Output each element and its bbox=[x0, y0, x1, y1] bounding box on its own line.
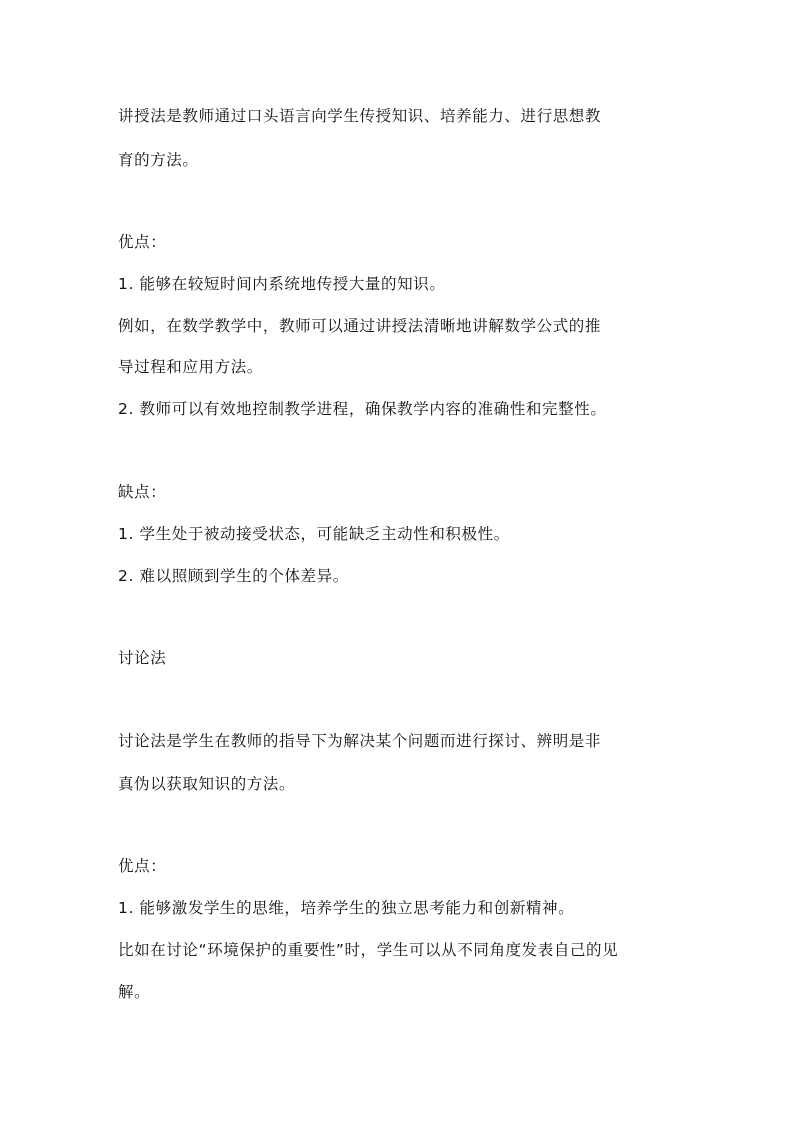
discussion-method-definition-line-1: 讨论法是学生在教师的指导下为解决某个问题而进行探讨、辨明是非 bbox=[118, 732, 602, 750]
lecture-example-line-2: 导过程和应用方法。 bbox=[118, 358, 263, 376]
lecture-advantages-heading: 优点： bbox=[118, 233, 167, 251]
lecture-disadvantages-heading: 缺点： bbox=[118, 483, 167, 501]
lecture-example-line-1: 例如，在数学教学中，教师可以通过讲授法清晰地讲解数学公式的推 bbox=[118, 317, 602, 335]
lecture-method-definition-line-2: 育的方法。 bbox=[118, 151, 199, 169]
lecture-advantage-2: 2. 教师可以有效地控制教学进程，确保教学内容的准确性和完整性。 bbox=[118, 400, 607, 418]
discussion-method-title: 讨论法 bbox=[118, 649, 167, 667]
lecture-method-definition-line-1: 讲授法是教师通过口头语言向学生传授知识、培养能力、进行思想教 bbox=[118, 107, 602, 125]
lecture-advantage-1: 1. 能够在较短时间内系统地传授大量的知识。 bbox=[118, 275, 446, 293]
discussion-example-line-2: 解。 bbox=[118, 983, 151, 1001]
lecture-disadvantage-2: 2. 难以照顾到学生的个体差异。 bbox=[118, 567, 349, 585]
discussion-advantage-1: 1. 能够激发学生的思维，培养学生的独立思考能力和创新精神。 bbox=[118, 899, 575, 917]
discussion-method-definition-line-2: 真伪以获取知识的方法。 bbox=[118, 775, 296, 793]
lecture-disadvantage-1: 1. 学生处于被动接受状态，可能缺乏主动性和积极性。 bbox=[118, 525, 510, 543]
discussion-example-line-1: 比如在讨论“环境保护的重要性”时，学生可以从不同角度发表自己的见 bbox=[118, 941, 619, 959]
discussion-advantages-heading: 优点： bbox=[118, 857, 167, 875]
